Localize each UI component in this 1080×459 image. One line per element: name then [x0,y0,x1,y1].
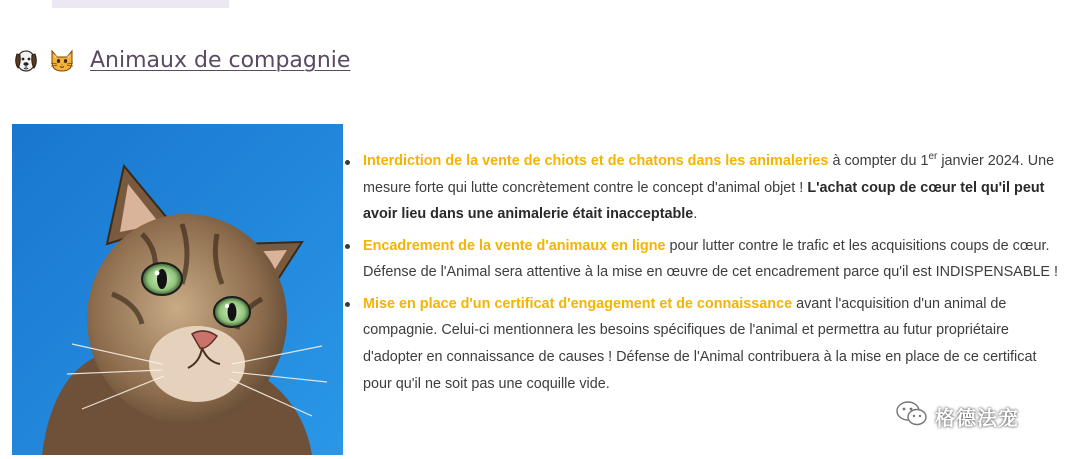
bullet-text: à compter du 1 [828,153,929,169]
bullet-text: . [693,206,698,223]
bullet-bold-text: L'achat coup de cœur tel qu'il peut avoir lieu dans une animalerie était inacceptable [363,179,1045,223]
bullet-highlight: Mise en place d'un certificat d'engagement et de connaissance [363,295,793,312]
bullet-highlight: Interdiction de la vente de chiots et de chatons dans les animaleries [363,153,829,169]
list-item [344,291,1064,398]
top-tab[interactable] [52,0,229,8]
bullet-highlight: Encadrement de la vente d'animaux en ligne [363,237,666,254]
cat-face-icon [48,46,76,74]
section-heading [12,44,350,76]
dog-face-icon [12,46,40,74]
bullet-text: janvier 2024. Une mesure forte qui lutte concrètement contre le concept d'animal objet ! [363,153,1055,196]
animaux-de-compagnie-link[interactable]: Animaux de compagnie [90,47,351,73]
bullet-text: avant l'acquisition d'un animal de compagnie. Celui-ci mentionnera les besoins spécifiques de l'animal et permettra au futur propriétaire d'adopter en connaissance de causes ! Défense de l'Animal contribuera à la mise en place de ce certificat pour qu'il ne soit pas une coquille vide. [363,295,1037,392]
list-item [344,233,1064,286]
cat-photo [12,124,343,455]
watermark-text: 格德法宠 [935,405,1019,430]
watermark [895,396,1055,436]
list-item [344,148,1064,228]
bullet-superscript: er [928,151,938,163]
wechat-icon [895,399,929,434]
bullet-text: pour lutter contre le trafic et les acquisitions coups de cœur. Défense de l'Animal sera attentive à la mise en œuvre de cet encadrement parce qu'il est INDISPENSABLE ! [363,237,1058,281]
measures-list [344,148,1064,402]
